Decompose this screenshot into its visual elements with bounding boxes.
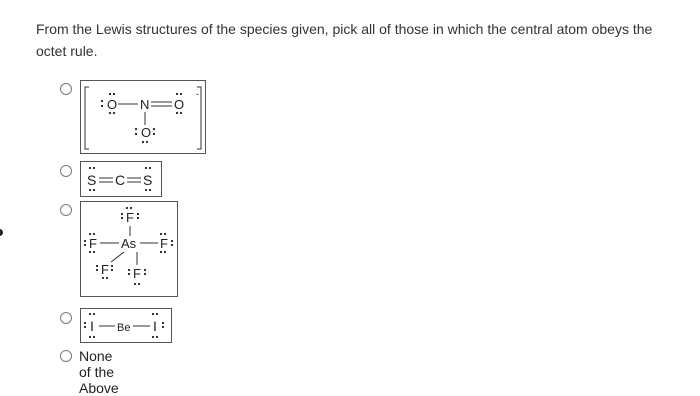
atom-i-left: I	[90, 318, 94, 334]
atom-o-right: O	[174, 97, 185, 112]
bond-as-f-bottom-left	[111, 252, 124, 262]
atom-s-left: S	[87, 172, 97, 188]
radio-button-cs2[interactable]	[60, 165, 72, 177]
atom-f-right: F	[160, 236, 168, 251]
question-text: From the Lewis structures of the species given, pick all of those in which the central atom obeys the octet rule.	[36, 21, 653, 59]
radio-button-nitrate[interactable]	[60, 83, 72, 95]
lewis-structure-asf4	[80, 201, 178, 297]
atom-f-bottom: F	[133, 266, 141, 281]
lewis-structure-bei2	[80, 308, 172, 343]
lewis-structure-nitrate	[80, 80, 206, 154]
asf4-structure-diagram	[81, 202, 177, 296]
lewis-structure-cs2	[80, 161, 162, 197]
atom-f-left: F	[89, 236, 97, 251]
nitrate-structure-diagram	[81, 81, 205, 153]
left-bracket	[85, 87, 89, 149]
atom-i-right: I	[153, 318, 157, 334]
cs2-structure-diagram	[81, 162, 161, 196]
atom-n: N	[140, 97, 150, 112]
ion-charge: -	[196, 89, 199, 99]
none-of-the-above-label: None of the Above	[79, 348, 119, 396]
atom-o-left: O	[107, 97, 118, 112]
atom-s-right: S	[143, 172, 153, 188]
bei2-structure-diagram	[81, 309, 171, 342]
atom-as: As	[121, 236, 137, 251]
atom-be: Be	[117, 322, 131, 334]
radio-button-bei2[interactable]	[60, 312, 72, 324]
atom-o-bottom: O	[141, 125, 152, 140]
page-edge-marker	[0, 229, 3, 236]
atom-c: C	[115, 172, 126, 188]
radio-button-none[interactable]	[60, 350, 72, 362]
atom-f-top: F	[126, 210, 134, 225]
atom-f-bottom-left: F	[101, 262, 109, 277]
radio-button-asf4[interactable]	[60, 204, 72, 216]
